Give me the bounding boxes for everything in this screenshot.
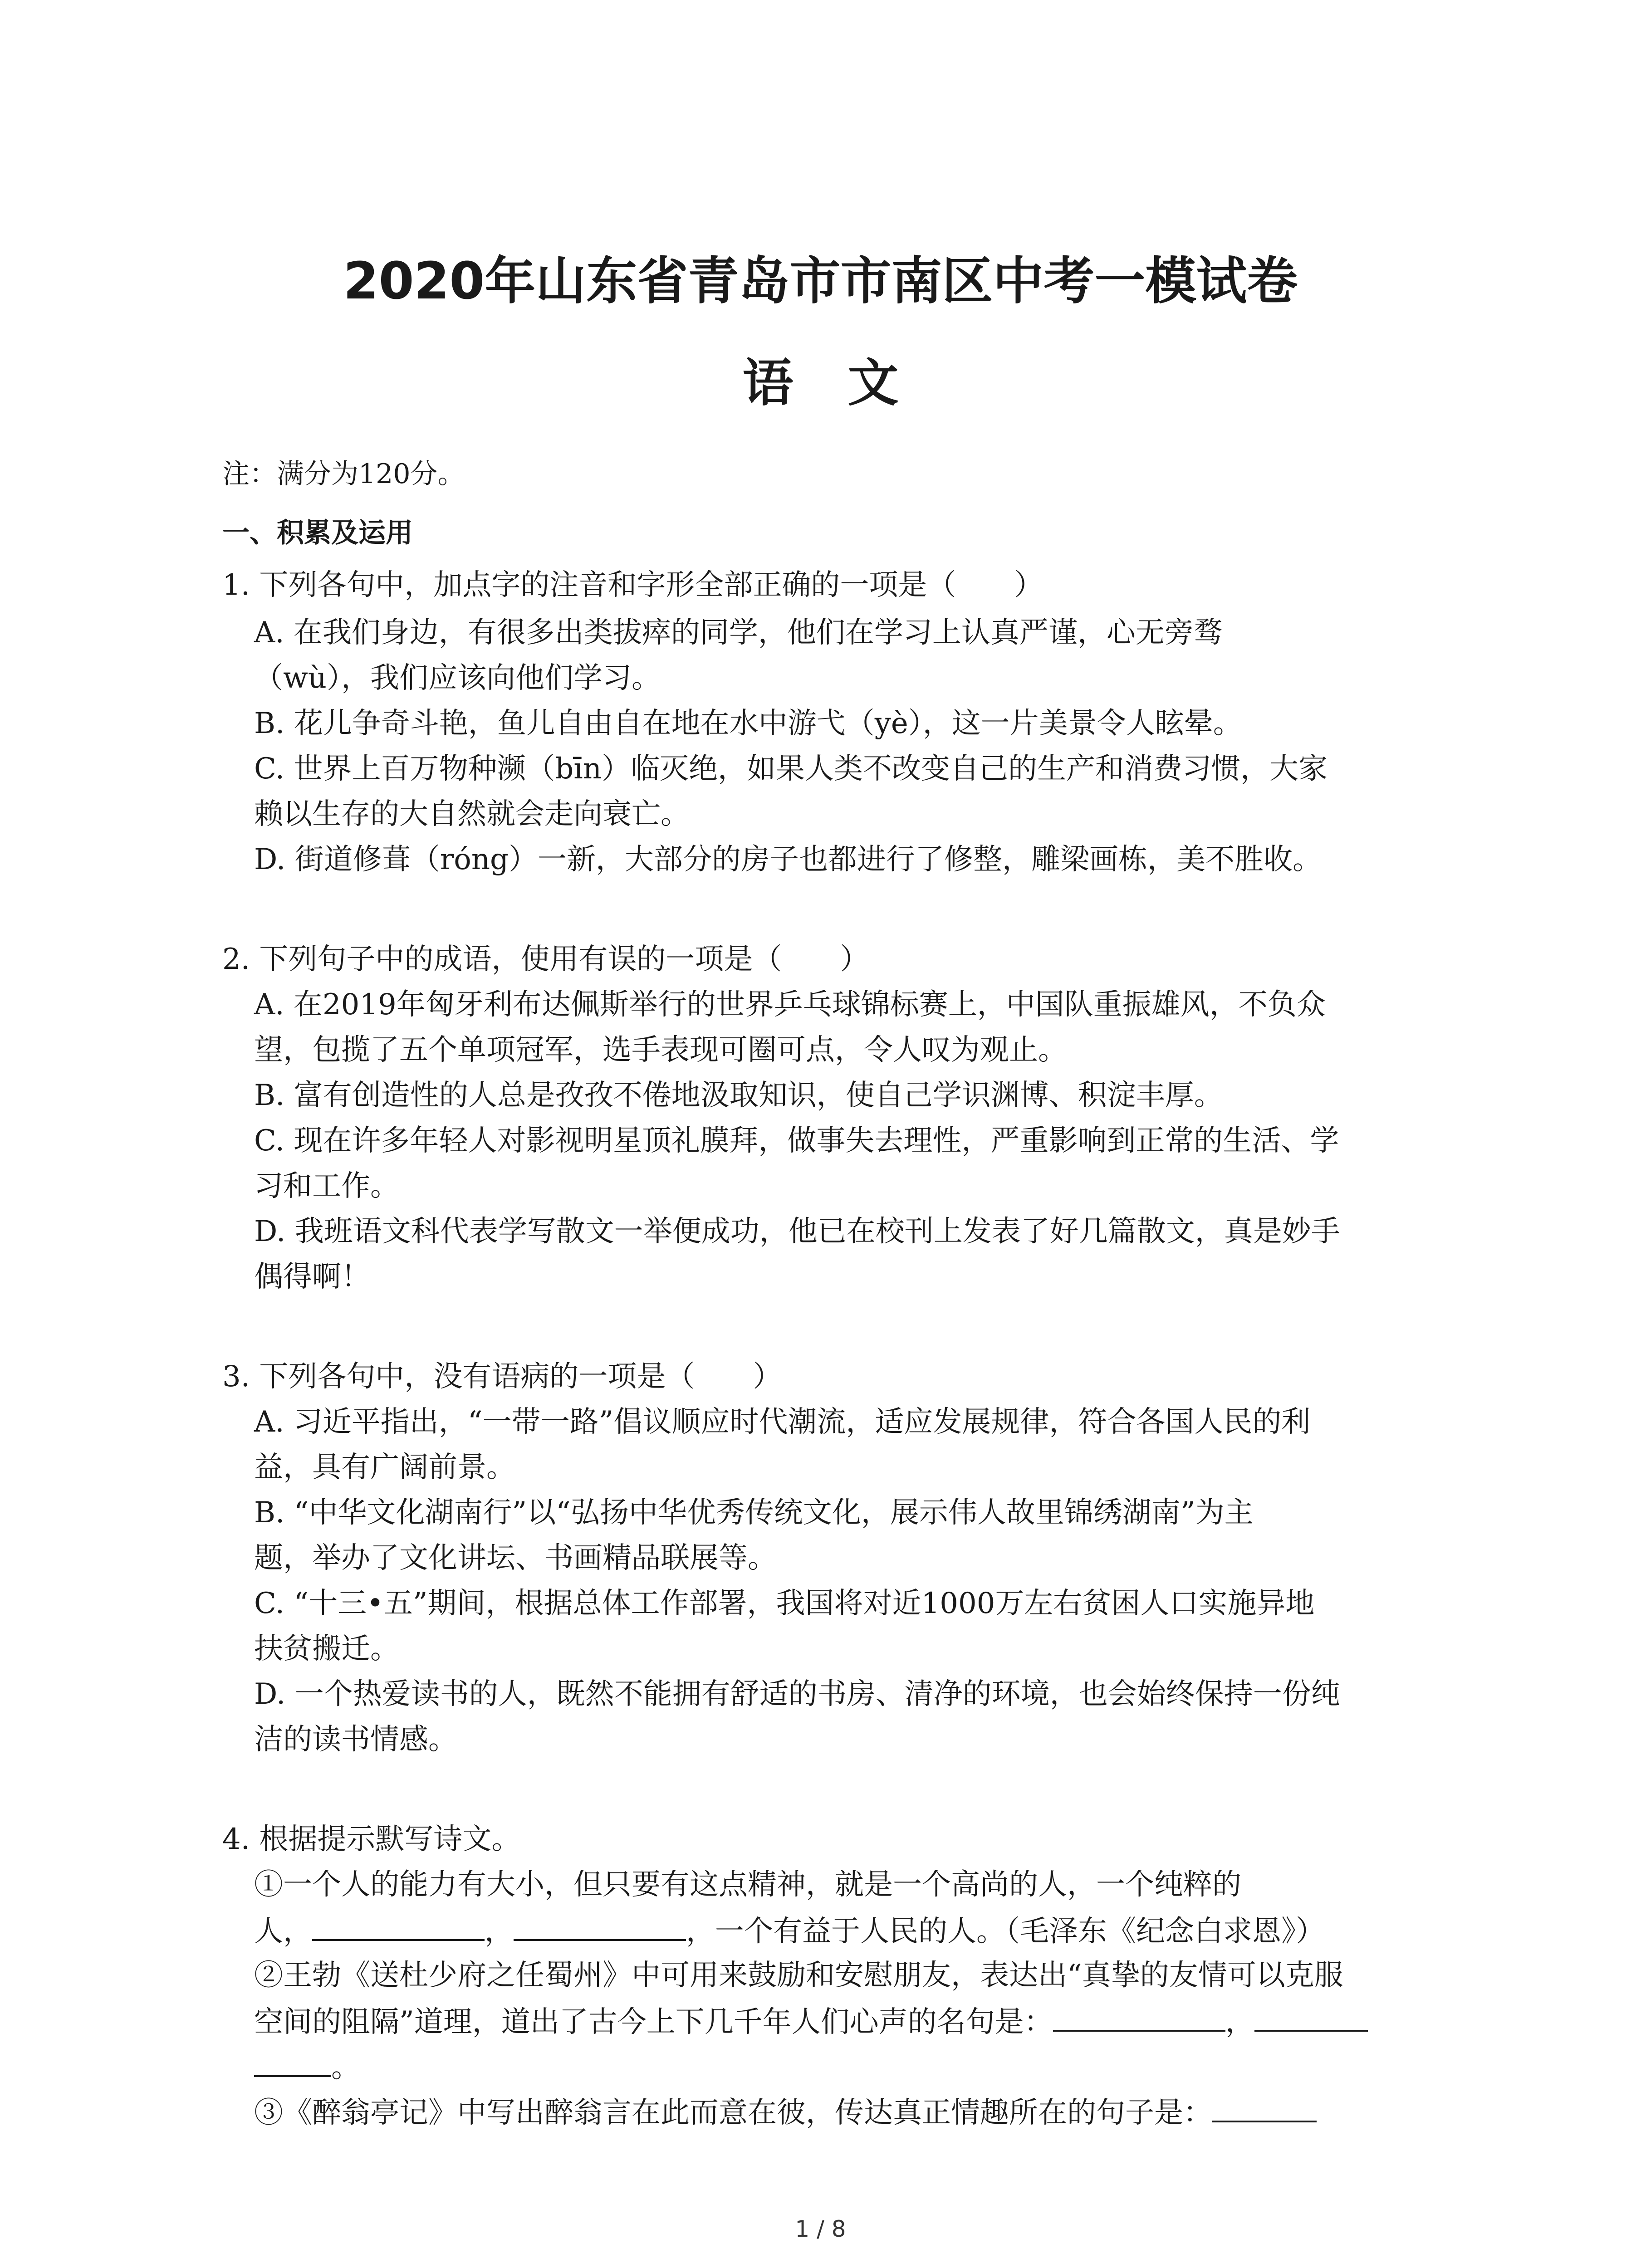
q4-item1-line2: [254, 1907, 1325, 1954]
q4-item1-text-c: ，一个有益于人民的人。（毛泽东《纪念白求恩》）: [686, 1915, 1325, 1948]
q4-item2-line1: ②王勃《送杜少府之任蜀州》中可用来鼓励和安慰朋友，表达出“真挚的友情可以克服: [254, 1959, 1343, 1992]
q1-option-c: C. 世界上百万物种濒（bīn）临灭绝，如果人类不改变自己的生产和消费习惯，大家: [254, 752, 1328, 786]
section-heading: 一、积累及运用: [222, 517, 413, 549]
q2-option-c-cont: 习和工作。: [254, 1169, 399, 1203]
q2-stem: 2. 下列句子中的成语，使用有误的一项是（ ）: [222, 943, 869, 976]
answer-blank[interactable]: [514, 1907, 686, 1941]
q4-item2-line2: [254, 1998, 1368, 2045]
q3-option-a-cont: 益，具有广阔前景。: [254, 1451, 515, 1484]
q4-item2-text-a: 空间的阻隔”道理，道出了古今上下几千年人们心声的名句是：: [254, 2005, 1053, 2039]
q2-option-b: B. 富有创造性的人总是孜孜不倦地汲取知识，使自己学识渊博、积淀丰厚。: [254, 1079, 1223, 1112]
q4-item2-line3: [254, 2043, 360, 2090]
q1-option-d: D. 街道修葺（róng）一新，大部分的房子也都进行了修整，雕梁画栋，美不胜收。: [254, 843, 1322, 876]
answer-blank[interactable]: [254, 2043, 331, 2077]
q1-option-c-cont: 赖以生存的大自然就会走向衰亡。: [254, 797, 690, 831]
q3-option-d-cont: 洁的读书情感。: [254, 1723, 457, 1756]
q2-option-c: C. 现在许多年轻人对影视明星顶礼膜拜，做事失去理性，严重影响到正常的生活、学: [254, 1124, 1339, 1158]
q3-stem: 3. 下列各句中，没有语病的一项是（ ）: [222, 1360, 782, 1393]
q2-option-d-cont: 偶得啊！: [254, 1260, 370, 1294]
q4-item2-text-b: ，: [1225, 2005, 1254, 2039]
q1-option-a-cont: （wù），我们应该向他们学习。: [254, 661, 661, 695]
page-number: 1 / 8: [795, 2216, 846, 2242]
q4-stem: 4. 根据提示默写诗文。: [222, 1823, 521, 1856]
q2-option-a: A. 在2019年匈牙利布达佩斯举行的世界乒乓球锦标赛上，中国队重振雄风，不负众: [254, 988, 1326, 1022]
q4-item1-text-a: 人，: [254, 1915, 312, 1948]
answer-blank[interactable]: [1053, 1998, 1225, 2032]
q4-item1-text-b: ，: [485, 1915, 514, 1948]
q4-item3-text: ③《醉翁亭记》中写出醉翁言在此而意在彼，传达真正情趣所在的句子是：: [254, 2096, 1212, 2130]
answer-blank[interactable]: [1254, 1998, 1368, 2032]
q4-item2-text-c: 。: [331, 2051, 360, 2084]
q3-option-b: B. “中华文化湖南行”以“弘扬中华优秀传统文化，展示伟人故里锦绣湖南”为主: [254, 1496, 1254, 1530]
q4-item3-line1: [254, 2089, 1317, 2136]
q3-option-c: C. “十三•五”期间，根据总体工作部署，我国将对近1000万左右贫困人口实施异地: [254, 1587, 1315, 1620]
q3-option-b-cont: 题，举办了文化讲坛、书画精品联展等。: [254, 1541, 777, 1575]
q1-option-a: A. 在我们身边，有很多出类拔瘁的同学，他们在学习上认真严谨，心无旁骛: [254, 616, 1223, 650]
q3-option-a: A. 习近平指出，“一带一路”倡议顺应时代潮流，适应发展规律，符合各国人民的利: [254, 1405, 1311, 1439]
q2-option-a-cont: 望，包揽了五个单项冠军，选手表现可圈可点，令人叹为观止。: [254, 1033, 1067, 1067]
q3-option-c-cont: 扶贫搬迁。: [254, 1632, 399, 1666]
q2-option-d: D. 我班语文科代表学写散文一举便成功，他已在校刊上发表了好几篇散文，真是妙手: [254, 1215, 1340, 1248]
exam-title: 2020年山东省青岛市市南区中考一模试卷: [343, 252, 1298, 311]
answer-blank[interactable]: [1212, 2089, 1317, 2122]
answer-blank[interactable]: [312, 1907, 485, 1941]
q4-item1-line1: ①一个人的能力有大小，但只要有这点精神，就是一个高尚的人，一个纯粹的: [254, 1868, 1241, 1901]
score-note: 注：满分为120分。: [222, 458, 465, 490]
q1-stem: 1. 下列各句中，加点字的注音和字形全部正确的一项是（ ）: [222, 568, 1043, 602]
q1-option-b: B. 花儿争奇斗艳，鱼儿自由自在地在水中游弋（yè），这一片美景令人眩晕。: [254, 707, 1242, 740]
q3-option-d: D. 一个热爱读书的人，既然不能拥有舒适的书房、清净的环境，也会始终保持一份纯: [254, 1677, 1340, 1711]
subject-title: 语文: [742, 354, 953, 413]
